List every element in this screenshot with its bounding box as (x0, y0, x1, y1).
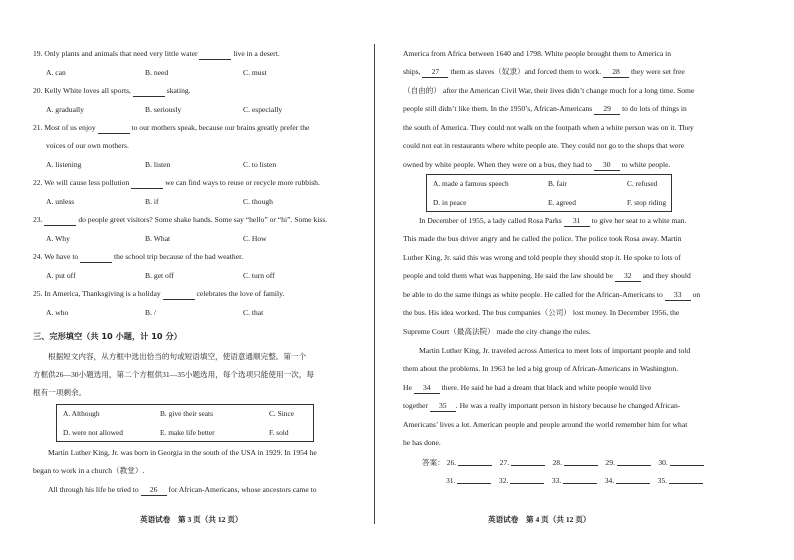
option-box-1 (56, 404, 314, 442)
answer-row-2: 31. 32. 33. 34. 35. (446, 475, 709, 486)
passage-line: Americans’ lives a lot. American people and people around the world remember him for what (403, 420, 688, 429)
blank-28[interactable]: 28 (603, 67, 629, 78)
answer-blank[interactable] (510, 475, 544, 484)
option-c[interactable]: C. especially (243, 105, 283, 114)
passage-line: Martin Luther King, Jr. was born in Georgia in the south of the USA in 1929. In 1954 he (48, 448, 317, 457)
passage-line: He 34 there. He said he had a dream that black and white people would live (403, 383, 652, 392)
answer-blank[interactable] (670, 457, 704, 466)
box-option-b: B. fair (548, 179, 567, 188)
answer-blank[interactable] (458, 457, 492, 466)
right-page (378, 0, 794, 560)
passage-line: could not eat in restaurants where white people ate. They could not go to the shops that were (403, 141, 685, 150)
option-a[interactable]: A. unless (46, 197, 75, 206)
option-a[interactable]: A. can (46, 68, 66, 77)
box-option-b: B. give their seats (160, 409, 213, 418)
blank-29[interactable]: 29 (594, 104, 620, 115)
box-option-f: F. sold (269, 428, 289, 437)
option-c[interactable]: C. that (243, 308, 264, 317)
question-21: 21. Most of us enjoy to our mothers speak, because our brains greatly prefer the (33, 123, 310, 132)
page-footer: 英语试卷 第 4 页（共 12 页） (488, 515, 591, 524)
passage-line: All through his life he tried to 26 for African-Americans, whose ancestors came to (48, 485, 317, 494)
question-19: 19. Only plants and animals that need very little water live in a desert. (33, 49, 280, 58)
section-title: 三、完形填空（共 10 小题，计 10 分） (33, 331, 182, 341)
blank-33[interactable]: 33 (665, 290, 691, 301)
passage-line: together 35 . He was a really important person in history because he changed African- (403, 401, 681, 410)
answer-blank[interactable] (669, 475, 703, 484)
option-b[interactable]: B. if (145, 197, 159, 206)
answer-row-1: 答案： 26. 27. 28. 29. 30. (422, 457, 709, 468)
question-22: 22. We will cause less pollution we can find ways to reuse or recycle more rubbish. (33, 178, 320, 187)
blank[interactable] (133, 86, 165, 97)
option-box-2 (426, 174, 672, 212)
answer-blank[interactable] (617, 457, 651, 466)
blank-32[interactable]: 32 (615, 271, 641, 282)
blank-26[interactable]: 26 (141, 485, 167, 496)
passage-line: people and told them what was happening. He said the law should be 32 and they should (403, 271, 691, 280)
blank[interactable] (80, 252, 112, 263)
blank-31[interactable]: 31 (564, 216, 590, 227)
option-c[interactable]: C. must (243, 68, 267, 77)
option-a[interactable]: A. Why (46, 234, 70, 243)
box-option-a: A. Although (63, 409, 100, 418)
blank-27[interactable]: 27 (422, 67, 448, 78)
question-21-continued: voices of our own mothers. (46, 141, 129, 150)
option-c[interactable]: C. though (243, 197, 273, 206)
blank-34[interactable]: 34 (414, 383, 440, 394)
option-a[interactable]: A. gradually (46, 105, 84, 114)
option-c[interactable]: C. How (243, 234, 267, 243)
passage-line: began to work in a church（教堂）. (33, 466, 145, 475)
passage-line: （自由的） after the American Civil War, their lives didn’t change much for a long time. Some (403, 86, 695, 95)
left-page (0, 0, 375, 560)
passage-line: ships, 27 them as slaves（奴隶）and forced them to work. 28 they were set free (403, 67, 685, 76)
instructions-line-3: 框有一项剩余。 (33, 388, 87, 397)
instructions-line-2: 方框供26—30小题选用，第二个方框供31—35小题选用，每个选项只能使用一次，每 (33, 370, 314, 379)
question-20: 20. Kelly White loves all sports, skating. (33, 86, 191, 95)
box-option-e: E. make life better (160, 428, 215, 437)
passage-line: Supreme Court（最高法院） made the city change the rules. (403, 327, 591, 336)
passage-line: In December of 1955, a lady called Rosa Parks 31 to give her seat to a white man. (419, 216, 687, 225)
passage-line: America from Africa between 1640 and 1798. White people brought them to America in (403, 49, 672, 58)
passage-line: Luther King, Jr. said this was wrong and told people they should stop it. He spoke to lots of (403, 253, 681, 262)
passage-line: he has done. (403, 438, 441, 447)
blank-35[interactable]: 35 (430, 401, 456, 412)
question-24: 24. We have to the school trip because of the bad weather. (33, 252, 244, 261)
option-a[interactable]: A. listening (46, 160, 82, 169)
box-option-c: C. refused (627, 179, 658, 188)
blank[interactable] (199, 49, 231, 60)
box-option-e: E. agreed (548, 198, 576, 207)
page-footer: 英语试卷 第 3 页（共 12 页） (140, 515, 243, 524)
passage-line: people still didn’t like them. In the 1950’s, African-Americans 29 to do lots of things in (403, 104, 687, 113)
passage-line: owned by white people. When they were on a bus, they had to 30 to white people. (403, 160, 671, 169)
passage-line: Martin Luther King, Jr. traveled across America to meet lots of important people and told (419, 346, 691, 355)
question-23: 23. do people greet visitors? Some shake hands. Some say “hello” or “hi”. Some kiss. (33, 215, 328, 224)
box-option-f: F. stop riding (627, 198, 667, 207)
answer-label: 答案： (422, 458, 445, 467)
blank-30[interactable]: 30 (594, 160, 620, 171)
instructions-line-1: 根据短文内容，从方框中选出恰当的句或短语填空，使语意通顺完整。第一个 (48, 352, 307, 361)
box-option-c: C. Since (269, 409, 295, 418)
answer-blank[interactable] (564, 457, 598, 466)
option-b[interactable]: B. need (145, 68, 169, 77)
option-a[interactable]: A. who (46, 308, 69, 317)
page-divider (374, 44, 375, 524)
answer-blank[interactable] (457, 475, 491, 484)
question-25: 25. In America, Thanksgiving is a holiday celebrates the love of family. (33, 289, 285, 298)
blank[interactable] (98, 123, 130, 134)
blank[interactable] (163, 289, 195, 300)
option-b[interactable]: B. seriously (145, 105, 182, 114)
answer-blank[interactable] (616, 475, 650, 484)
answer-blank[interactable] (563, 475, 597, 484)
box-option-d: D. in peace (433, 198, 467, 207)
option-b[interactable]: B. listen (145, 160, 171, 169)
box-option-d: D. were not allowed (63, 428, 123, 437)
blank[interactable] (44, 215, 76, 226)
option-a[interactable]: A. put off (46, 271, 76, 280)
passage-line: the south of America. They could not walk on the footpath when a white person was on it. They (403, 123, 694, 132)
blank[interactable] (131, 178, 163, 189)
passage-line: them about the problems. In 1963 he led a big group of African-Americans in Washington. (403, 364, 679, 373)
box-option-a: A. made a famous speech (433, 179, 509, 188)
option-b[interactable]: B. get off (145, 271, 174, 280)
passage-line: be able to do the same things as white people. He called for the African-Americans to 33 on (403, 290, 701, 299)
passage-line: This made the bus driver angry and he called the police. The police took Rosa away. Martin (403, 234, 682, 243)
option-b[interactable]: B. / (145, 308, 156, 317)
answer-blank[interactable] (511, 457, 545, 466)
passage-line: the bus. His idea worked. The bus companies（公司） lost money. In December 1956, the (403, 308, 680, 317)
option-b[interactable]: B. What (145, 234, 171, 243)
option-c[interactable]: C. to listen (243, 160, 277, 169)
option-c[interactable]: C. turn off (243, 271, 275, 280)
